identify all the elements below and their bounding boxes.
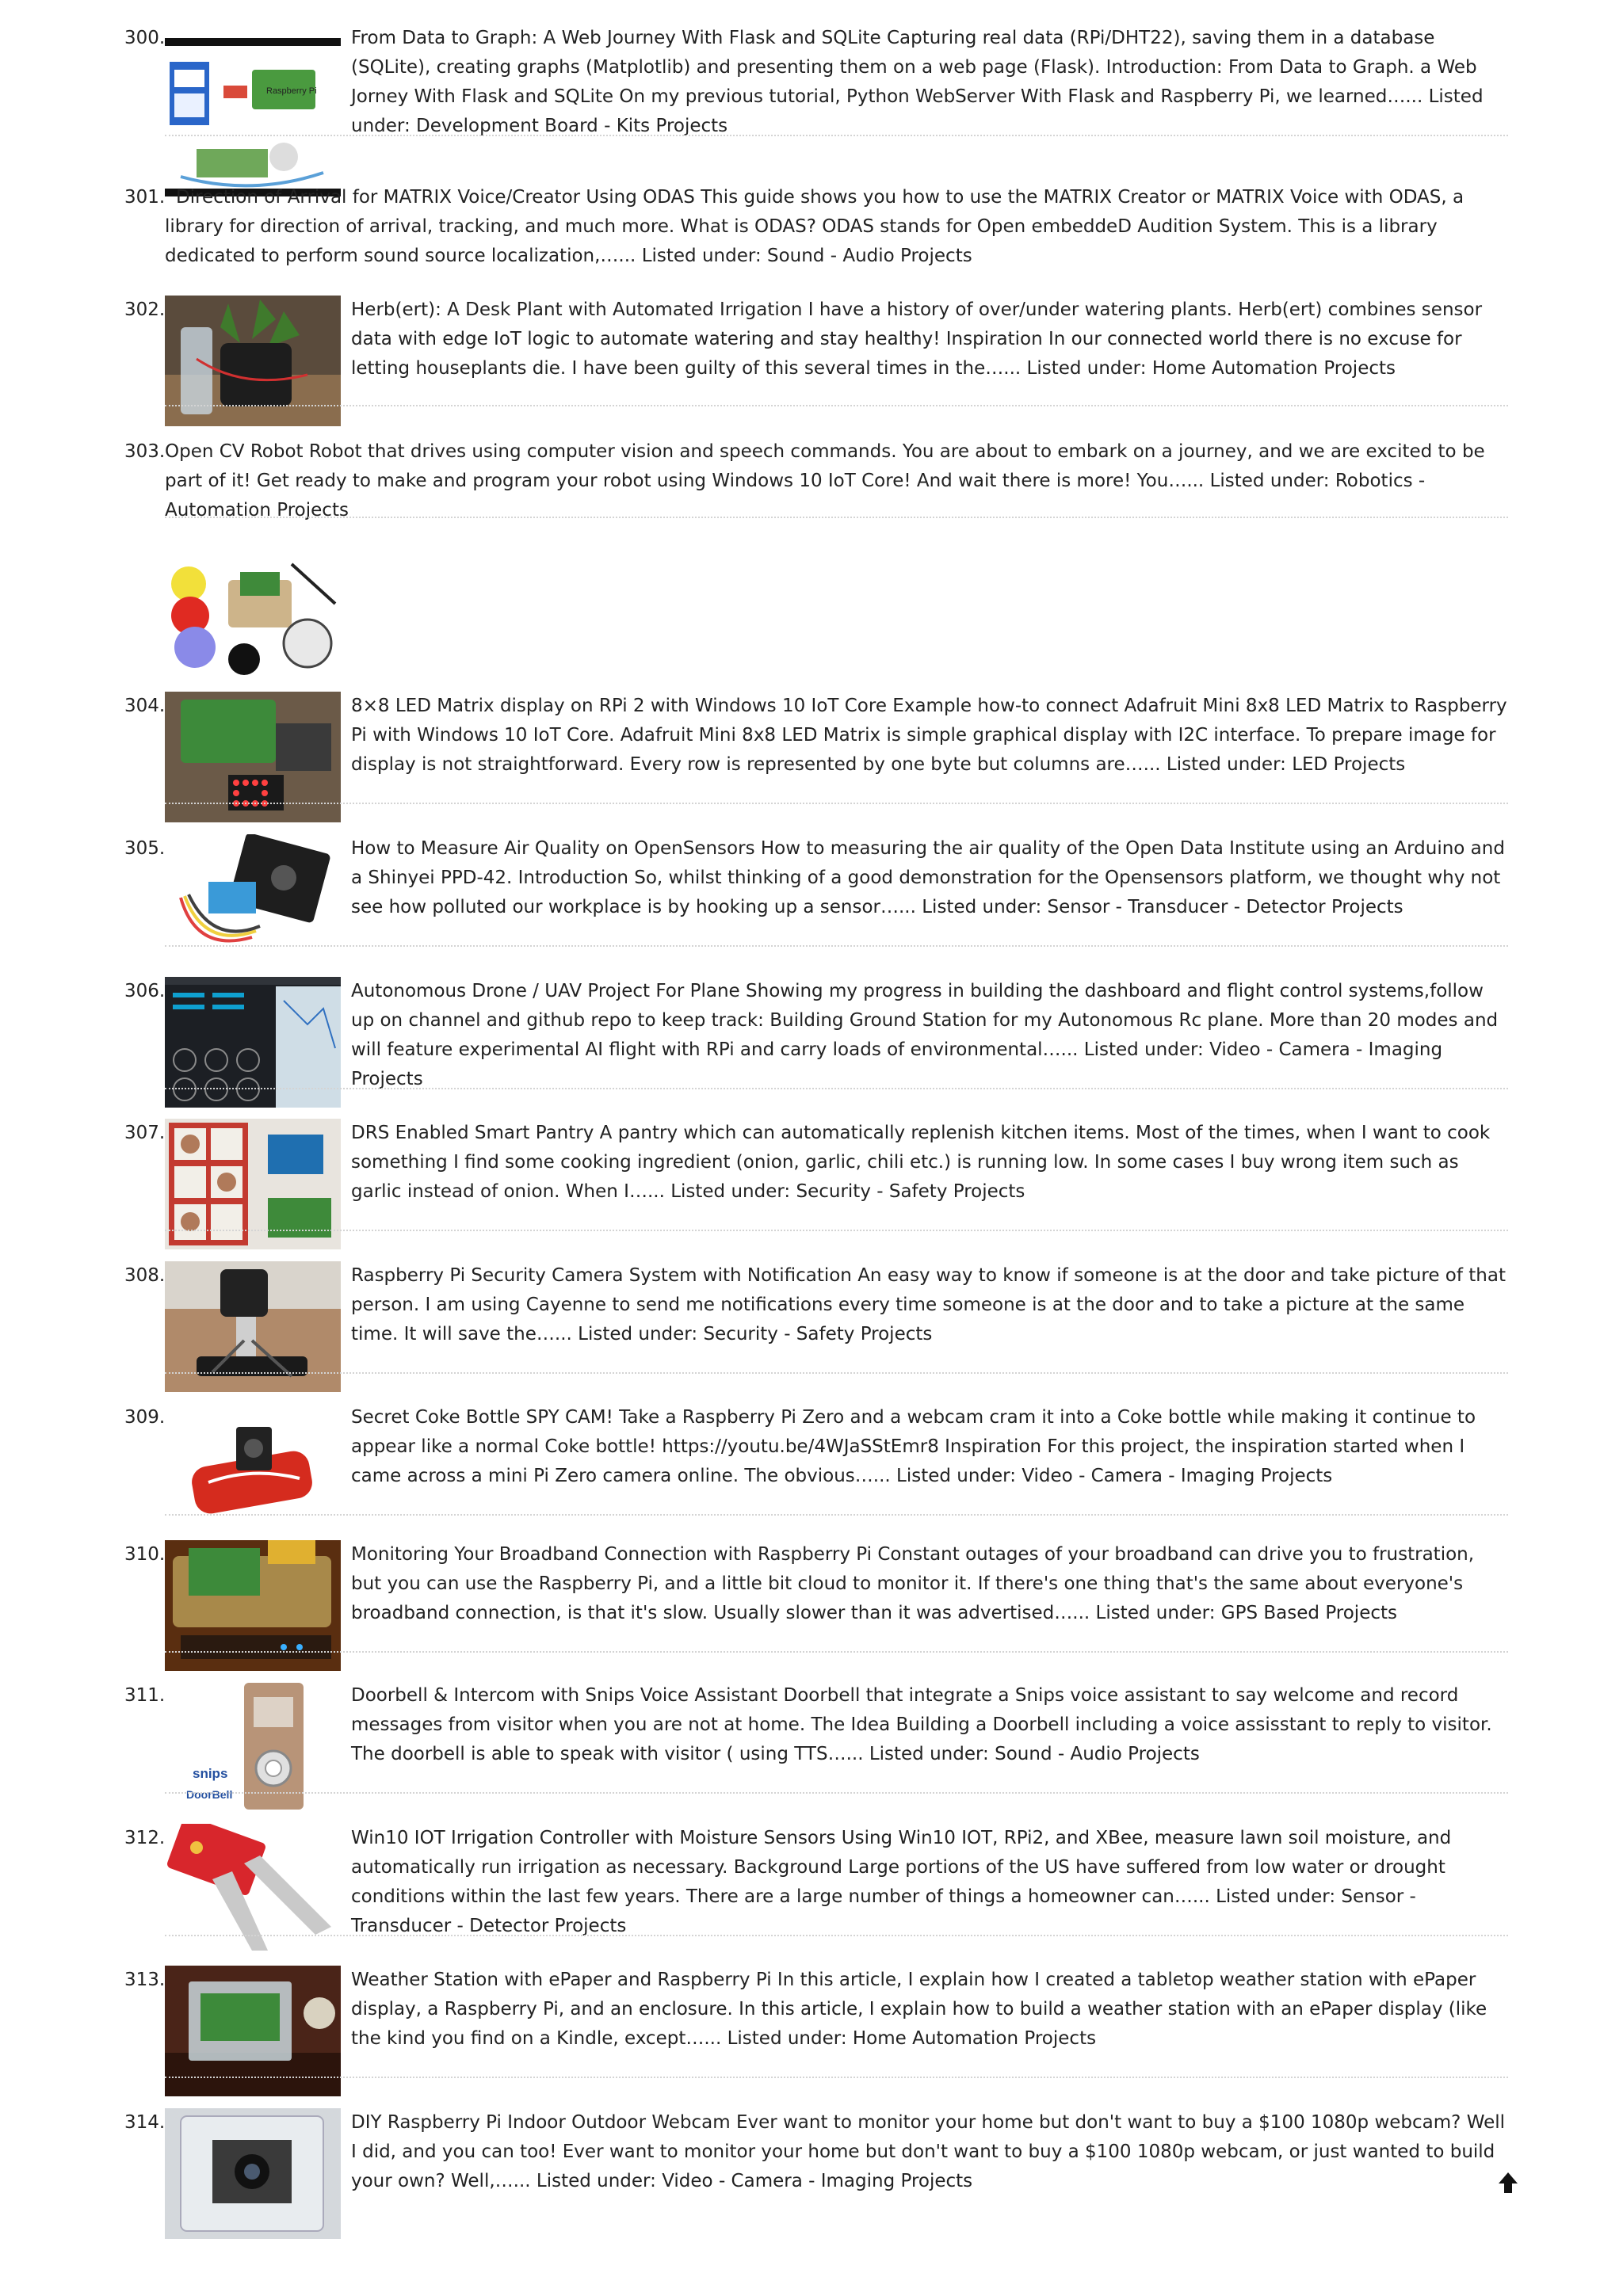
project-description: Constant outages of your broadband can drive you to frustration, but you can use the Raspberry Pi, and a little bit cloud to monitor it. If there's one thing that's the same about everyone's broadband connection, is that it's slow. Usually slower than it was advertised…...: [351, 1544, 1475, 1623]
project-title-link[interactable]: Weather Station with ePaper and Raspberry Pi: [351, 1970, 772, 1990]
category-link[interactable]: Video - Camera - Imaging Projects: [662, 2171, 973, 2191]
divider: [165, 1651, 1508, 1653]
project-description: Take a Raspberry Pi Zero and a webcam cram it into a Coke bottle while making it continue to appear like a normal Coke bottle! https://youtu.be/4WJaSStEmr8 Inspiration For this project, the inspiration started when I came across a mini Pi Zero camera online. The obvious…...: [351, 1407, 1476, 1486]
listed-under-label: Listed under:: [536, 2171, 656, 2191]
item-text: [351, 2108, 1508, 2196]
item-number: 305.: [124, 838, 166, 859]
category-link[interactable]: Sensor - Transducer - Detector Projects: [351, 1886, 1416, 1936]
item-text: [351, 1540, 1508, 1628]
project-title-link[interactable]: DRS Enabled Smart Pantry: [351, 1123, 594, 1143]
project-title-link[interactable]: Open CV Robot: [165, 441, 304, 462]
item-text: [351, 1681, 1508, 1769]
item-number: 310.: [124, 1544, 166, 1565]
project-title-link[interactable]: Herb(ert): A Desk Plant with Automated Irrigation: [351, 299, 803, 320]
item-number: 307.: [124, 1123, 166, 1143]
item-number: 301.: [124, 187, 166, 208]
project-title-link[interactable]: 8×8 LED Matrix display on RPi 2 with Windows 10 IoT Core: [351, 696, 887, 716]
item-number: 303.: [124, 441, 166, 462]
project-description: This guide shows you how to use the MATRIX Creator or MATRIX Voice with ODAS, a library for direction of arrival, tracking, and much more. What is ODAS? ODAS stands for Open embeddeD Audition System. This is a library dedicated to perform sound source localization,…...: [165, 187, 1465, 266]
thumb-label: Raspberry Pi: [266, 86, 317, 96]
listed-under-label: Listed under:: [1095, 1603, 1216, 1623]
item-number: 304.: [124, 696, 166, 716]
item-number: 311.: [124, 1685, 166, 1706]
category-link[interactable]: Video - Camera - Imaging Projects: [351, 1039, 1443, 1089]
listed-under-label: Listed under:: [351, 86, 1484, 136]
item-number: 314.: [124, 2112, 166, 2133]
divider: [165, 2077, 1508, 2078]
item-text: [351, 1824, 1508, 1941]
item-number: 300.: [124, 28, 166, 48]
item-text: [351, 1119, 1508, 1207]
item-text: [351, 1403, 1508, 1491]
project-thumbnail[interactable]: [165, 2108, 341, 2239]
project-title-link[interactable]: Direction of Arrival for MATRIX Voice/Creator Using ODAS: [176, 187, 695, 208]
category-link[interactable]: GPS Based Projects: [1220, 1603, 1397, 1623]
listed-under-label: Listed under:: [1166, 754, 1286, 775]
divider: [165, 1230, 1508, 1231]
item-number: 313.: [124, 1970, 166, 1990]
project-title-link[interactable]: Monitoring Your Broadband Connection with Raspberry Pi: [351, 1544, 873, 1565]
category-link[interactable]: Home Automation Projects: [852, 2028, 1097, 2049]
thumb-label-2: DoorBell: [186, 1788, 233, 1801]
project-description: Example how-to connect Adafruit Mini 8x8 LED Matrix to Raspberry Pi with Windows 10 IoT Core. Adafruit Mini 8x8 LED Matrix is simple graphical display with I2C interface. To prepare image for display is not straightforward. Every row is represented by one byte but columns are…...: [351, 696, 1507, 775]
listed-under-label: Listed under:: [1083, 1039, 1204, 1060]
project-description: A pantry which can automatically replenish kitchen items. Most of the times, when I want to cook something I find some cooking ingredient (onion, garlic, chili etc.) is running low. In some cases I buy wrong item such as garlic instead of onion. When I…...: [351, 1123, 1491, 1202]
project-description: Using Win10 IOT, RPi2, and XBee, measure lawn soil moisture, and automatically run irrigation as necessary. Background Large portions of the US have suffered from low water or drought conditions within the last few years. There are a large number of things a homeowner can…...: [351, 1828, 1452, 1907]
listed-under-label: Listed under:: [578, 1324, 698, 1344]
divider: [165, 945, 1508, 947]
project-description: I have a history of over/under watering plants. Herb(ert) combines sensor data with edge IoT logic to automate watering and stay healthy! Inspiration In our connected world there is no excuse for letting houseplants die. I have been guilty of this several times in the…...: [351, 299, 1483, 379]
project-title-link[interactable]: Autonomous Drone / UAV Project For Plane: [351, 981, 740, 1001]
category-link[interactable]: Sound - Audio Projects: [995, 1744, 1200, 1764]
project-title-link[interactable]: Win10 IOT Irrigation Controller with Moisture Sensors: [351, 1828, 836, 1848]
project-title-link[interactable]: Secret Coke Bottle SPY CAM!: [351, 1407, 613, 1428]
listed-under-label: Listed under:: [922, 897, 1042, 917]
listed-under-label: Listed under:: [869, 1744, 989, 1764]
listed-under-label: Listed under:: [1026, 358, 1147, 379]
project-description: An easy way to know if someone is at the door and take picture of that person. I am using Cayenne to send me notifications every time someone is at the door and to take a picture at the same time. It will save the…...: [351, 1265, 1506, 1344]
item-number: 309.: [124, 1407, 166, 1428]
item-text: [165, 183, 1508, 271]
item-text: [351, 977, 1508, 1094]
item-text: [351, 24, 1508, 141]
item-text: [351, 1966, 1508, 2054]
item-text: [351, 834, 1508, 922]
divider: [165, 1088, 1508, 1089]
thumb-label: snips: [193, 1766, 228, 1781]
listed-under-label: Listed under:: [1209, 471, 1330, 491]
listed-under-label: Listed under:: [896, 1466, 1016, 1486]
item-text: [165, 437, 1508, 525]
project-description: Ever want to monitor your home but don't want to buy a $100 1080p webcam? Well I did, and you can too! Ever want to monitor your home but don't want to buy a $100 1080p webcam, or just wanted to build your own? Well,…...: [351, 2112, 1506, 2191]
category-link[interactable]: LED Projects: [1292, 754, 1406, 775]
category-link[interactable]: Video - Camera - Imaging Projects: [1022, 1466, 1333, 1486]
project-title-link[interactable]: DIY Raspberry Pi Indoor Outdoor Webcam: [351, 2112, 731, 2133]
project-description: Robot that drives using computer vision and speech commands. You are about to embark on a journey, and we are excited to be part of it! Get ready to make and program your robot using Windows 10 IoT Core! And wait there is more! You…...: [165, 441, 1485, 491]
category-link[interactable]: Security - Safety Projects: [703, 1324, 933, 1344]
divider: [165, 803, 1508, 804]
divider: [165, 1935, 1508, 1936]
item-text: [351, 1261, 1508, 1349]
item-number: 302.: [124, 299, 166, 320]
divider: [165, 135, 1508, 136]
listed-under-label: Listed under:: [1216, 1886, 1336, 1907]
divider: [165, 517, 1508, 518]
category-link[interactable]: Sensor - Transducer - Detector Projects: [1047, 897, 1403, 917]
project-thumbnail[interactable]: [165, 296, 341, 426]
item-number: 308.: [124, 1265, 166, 1286]
category-link[interactable]: Home Automation Projects: [1151, 358, 1396, 379]
project-description: Doorbell that integrate a Snips voice assistant to say welcome and record messages from visitor when you are not at home. The Idea Building a Doorbell including a voice assisstant to reply to visitor. The doorbell is able to speak with visitor ( using TTS…...: [351, 1685, 1492, 1764]
listed-under-label: Listed under:: [641, 246, 762, 266]
category-link[interactable]: Robotics - Automation Projects: [165, 471, 1426, 521]
item-number: 306.: [124, 981, 166, 1001]
listed-under-label: Listed under:: [670, 1181, 791, 1202]
category-link[interactable]: Development Board - Kits Projects: [416, 116, 728, 136]
project-title-link[interactable]: Raspberry Pi Security Camera System with Notification: [351, 1265, 852, 1286]
listed-under-label: Listed under:: [727, 2028, 847, 2049]
project-title-link[interactable]: From Data to Graph: A Web Journey With Flask and SQLite: [351, 28, 881, 48]
scroll-to-top-arrow-icon[interactable]: [1498, 2171, 1518, 2195]
divider: [165, 1792, 1508, 1794]
project-description: How to measuring the air quality of the Open Data Institute using an Arduino and a Shinyei PPD-42. Introduction So, whilst thinking of a good demonstration for the Opensensors platform, we thought why not see how polluted our workplace is by hooking up a sensor…...: [351, 838, 1505, 917]
category-link[interactable]: Sound - Audio Projects: [766, 246, 972, 266]
project-thumbnail[interactable]: [165, 38, 341, 196]
project-title-link[interactable]: Doorbell & Intercom with Snips Voice Assistant: [351, 1685, 778, 1706]
divider: [165, 1514, 1508, 1516]
divider: [165, 1372, 1508, 1374]
item-text: [351, 296, 1508, 383]
category-link[interactable]: Security - Safety Projects: [796, 1181, 1025, 1202]
project-thumbnail[interactable]: [165, 556, 341, 683]
item-number: 312.: [124, 1828, 166, 1848]
divider: [165, 405, 1508, 406]
project-description: In this article, I explain how I created a tabletop weather station with ePaper display, a Raspberry Pi, and an enclosure. In this article, I explain how to build a weather station with an ePaper display (like the kind you find on a Kindle, except…...: [351, 1970, 1487, 2049]
project-title-link[interactable]: How to Measure Air Quality on OpenSensors: [351, 838, 755, 859]
project-description: Showing my progress in building the dashboard and flight control systems,follow up on channel and github repo to keep track: Building Ground Station for my Autonomous Rc plane. More than 20 modes and will feature experimental AI flight with RPi and carry loads of environmental…...: [351, 981, 1499, 1060]
project-description: Capturing real data (RPi/DHT22), saving them in a database (SQLite), creating graphs (Matplotlib) and presenting them on a web page (Flask). Introduction: From Data to Graph. a Web Jorney With Flask and SQLite On my previous tutorial, Python WebServer With Flask and Raspberry Pi, we learned…...: [351, 28, 1477, 107]
item-text: [351, 692, 1508, 780]
